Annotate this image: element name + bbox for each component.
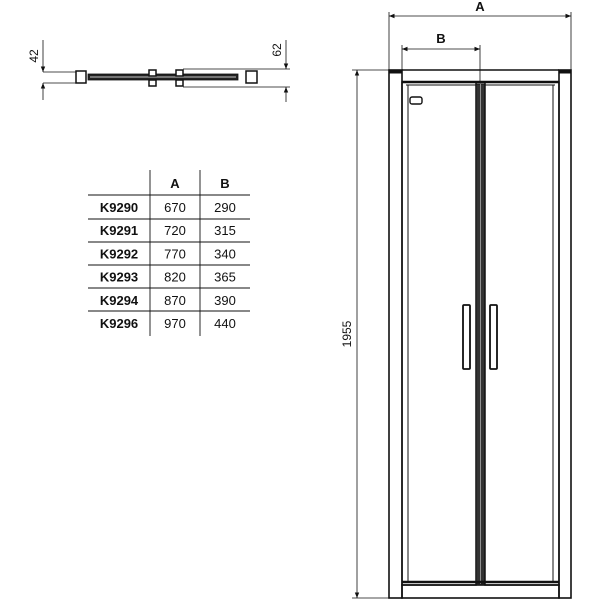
table-cell-b: 290: [214, 200, 236, 215]
table-cell-a: 670: [164, 200, 186, 215]
table-header-b: B: [220, 176, 230, 191]
table-cell-a: 970: [164, 316, 186, 331]
dim-label-b: B: [436, 31, 446, 46]
table-cell-b: 315: [214, 223, 236, 239]
left-handle: [463, 305, 470, 369]
table-cell-code: K9293: [99, 269, 139, 285]
door-elevation: [352, 12, 571, 598]
table-cell-code: K9292: [99, 246, 139, 262]
plan-view: [43, 40, 290, 102]
table-cell-code: K9294: [99, 292, 139, 308]
table-cell-code: K9296: [99, 316, 139, 331]
dim-label-a: A: [475, 0, 485, 14]
table-cell-b: 365: [214, 269, 236, 285]
table-cell-b: 390: [214, 292, 236, 308]
table-cell-b: 440: [214, 316, 236, 331]
table-header-a: A: [170, 176, 180, 191]
dim-label-62: 62: [270, 43, 284, 57]
hinge-icon: [410, 97, 422, 104]
left-wall-profile: [389, 70, 402, 598]
table-cell-a: 820: [164, 269, 186, 285]
table-cell-a: 770: [164, 246, 186, 262]
table-cell-code: K9290: [99, 200, 139, 215]
bottom-threshold: [402, 585, 559, 598]
left-door-panel: [402, 82, 476, 585]
right-handle: [490, 305, 497, 369]
table-cell-a: 870: [164, 292, 186, 308]
right-wall-profile: [559, 70, 571, 598]
table-cell-code: K9291: [99, 223, 139, 239]
dim-label-42: 42: [27, 49, 41, 63]
dim-label-height: 1955: [340, 320, 354, 348]
table-cell-b: 340: [214, 246, 236, 262]
table-cell-a: 720: [164, 223, 186, 239]
